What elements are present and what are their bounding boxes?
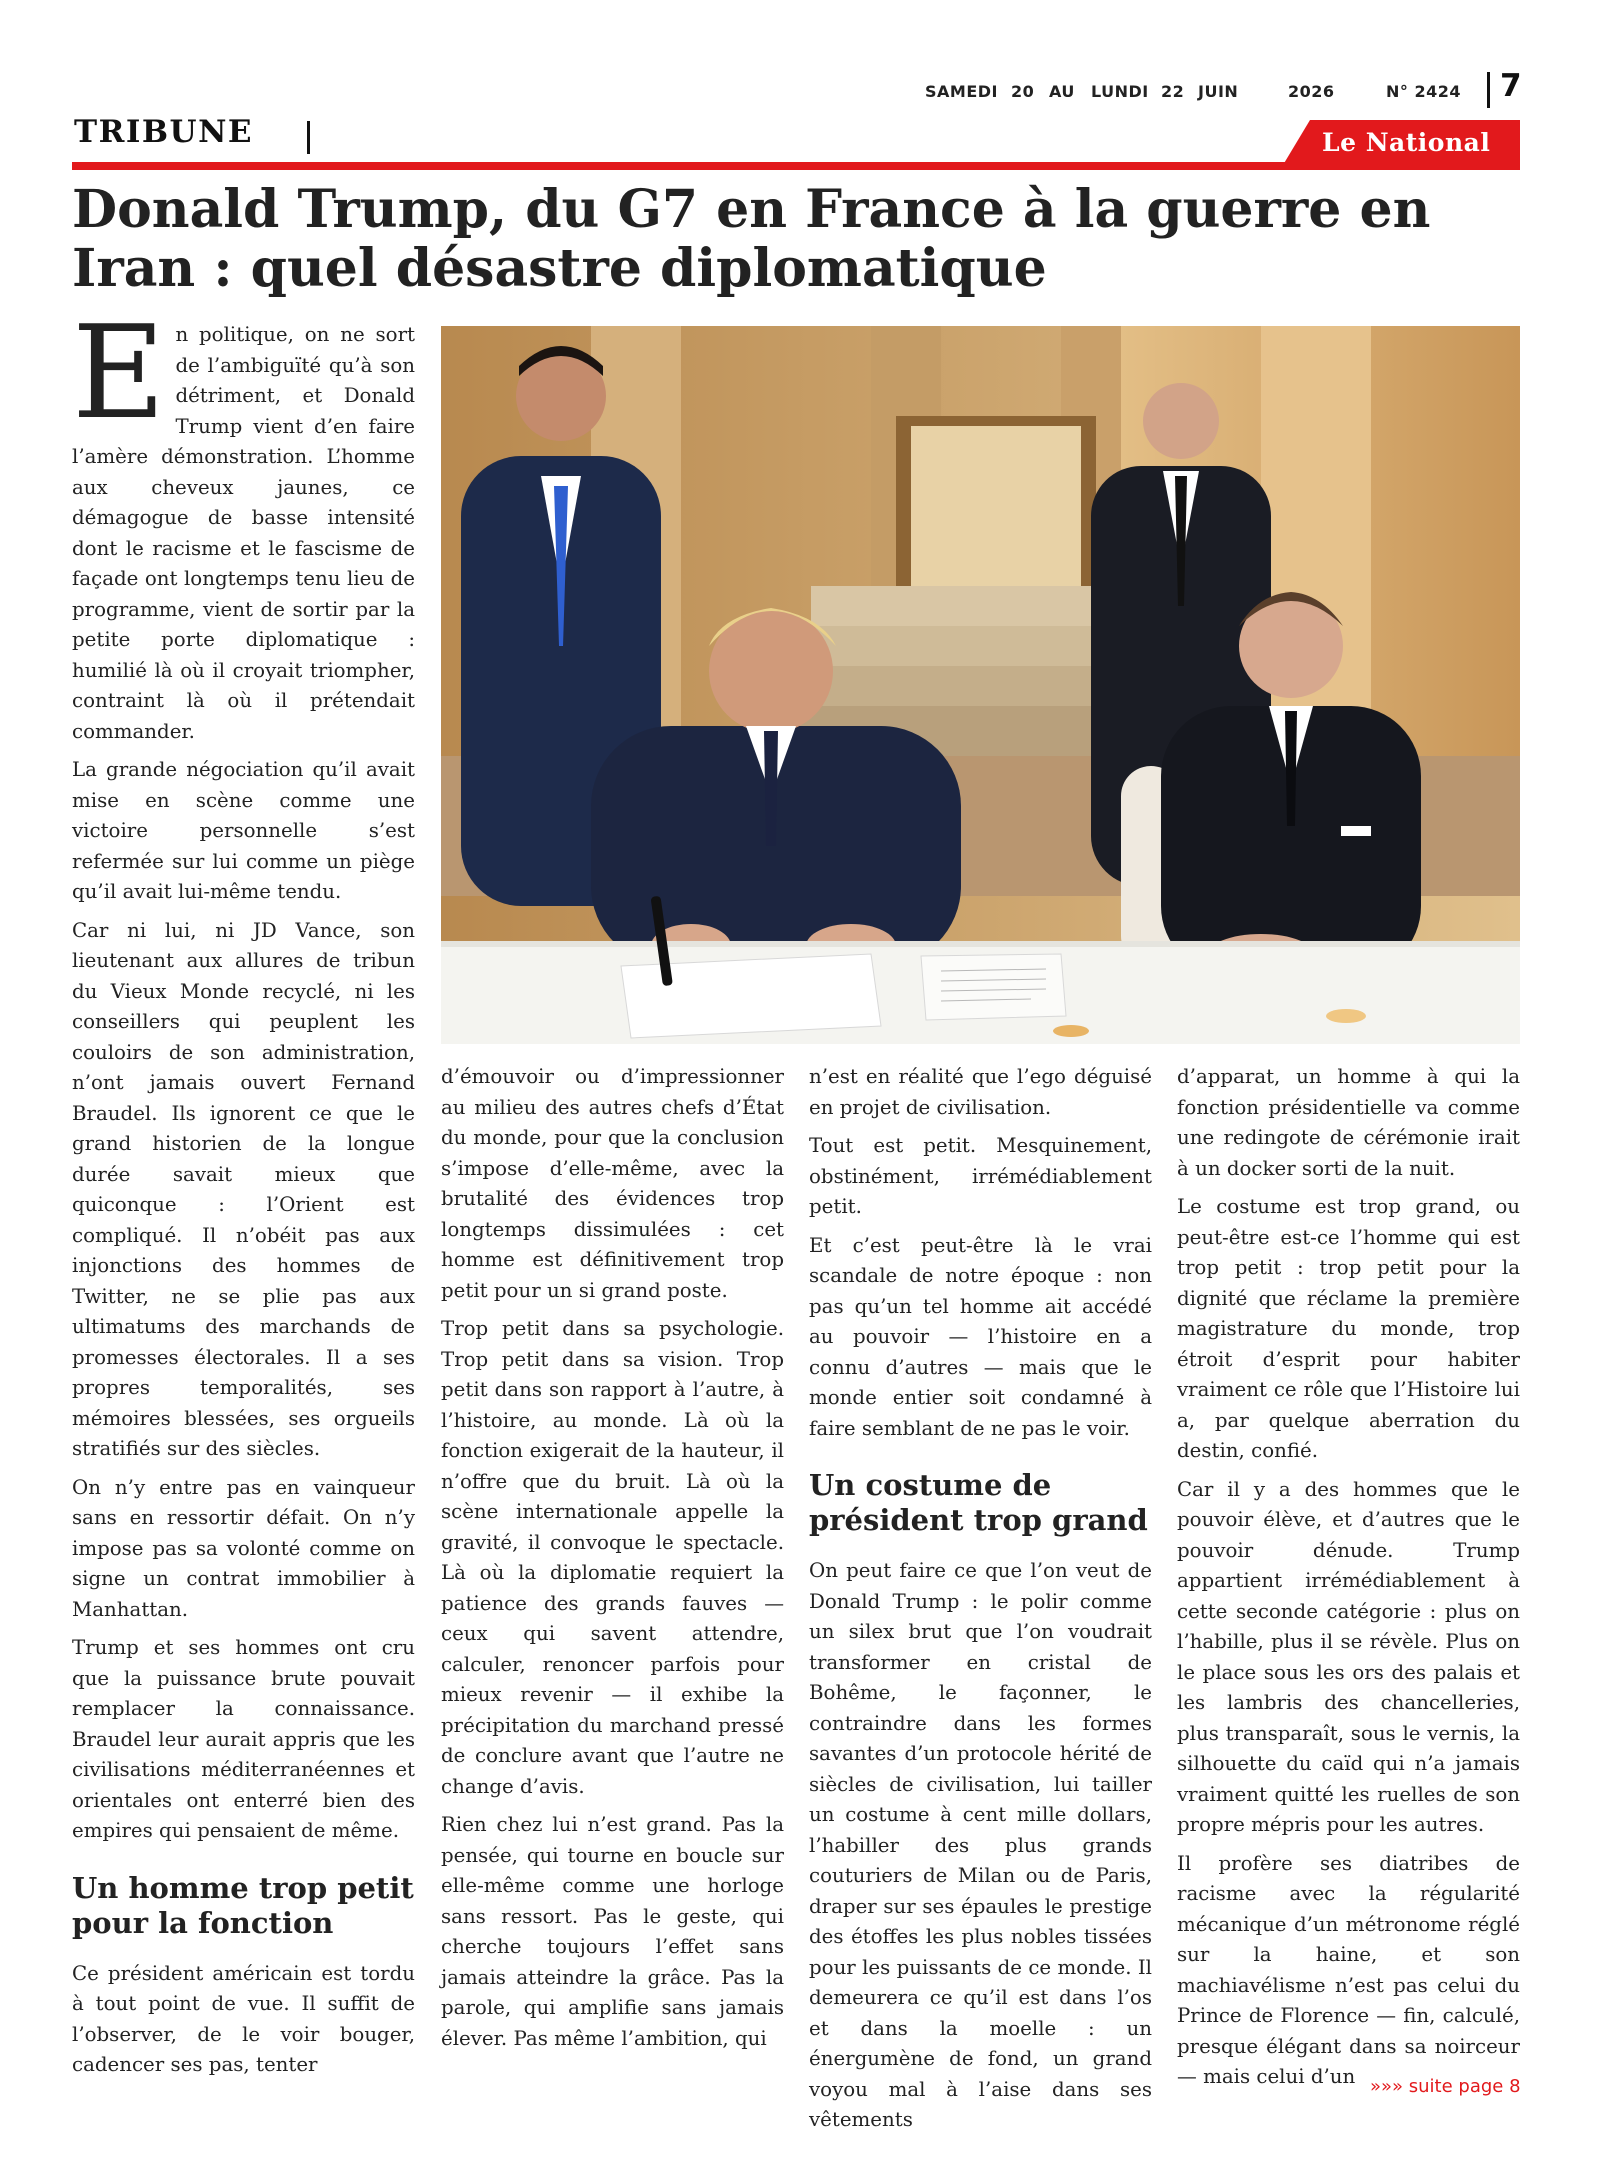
page-number: 7 [1500, 68, 1522, 104]
article-column-2 [441, 1062, 784, 2062]
date-end-day: 22 [1161, 82, 1185, 101]
paragraph: On peut faire ce que l’on veut de Donald Trump : le polir comme un silex brut que l’on voudrait transformer en cristal de Bohême, le façonner, le contraindre dans les formes savantes d’un protocole hérité de siècles de civilisation, lui tailler un costume à cent mille dollars, l’habiller des plus grands couturiers de Milan ou de Paris, draper sur ses épaules le prestige des étoffes les plus nobles tissées pour les puissants de ce monde. Il demeurera ce qu’il est dans l’os et dans la moelle : un énergumène de fond, un grand voyou mal à l’aise dans ses vêtements [809, 1559, 1152, 2131]
paragraph: Et c’est peut-être là le vrai scandale de notre époque : non pas qu’un tel homme ait accédé au pouvoir — l’histoire en a connu d’autres — mais que le monde entier soit condamné à faire semblant de ne pas le voir. [809, 1233, 1152, 1440]
article-headline: Donald Trump, du G7 en France à la guerre en Iran : quel désastre diplomatique [72, 179, 1431, 299]
date-au: AU [1049, 82, 1075, 101]
continued-on-page-link[interactable]: »»» suite page 8 [1370, 2076, 1521, 2097]
date-year: 2026 [1288, 82, 1335, 101]
subheading: Un costume de président trop grand [809, 1468, 1148, 1537]
article-column-4 [1177, 1062, 1520, 2101]
paragraph: Trump et ses hommes ont cru que la puissance brute pouvait remplacer la connaissance. Braudel leur aurait appris que les civilisations méditerranéennes et orientales ont enterré bien des empires qui pensaient de même. [72, 1636, 415, 1842]
article-photo [441, 326, 1520, 1044]
page-number-divider [1487, 72, 1490, 108]
paragraph: Rien chez lui n’est grand. Pas la pensée, qui tourne en boucle sur elle-même comme une horloge sans ressort. Pas le geste, qui cherche toujours l’effet sans jamais atteindre la grâce. Pas la parole, qui amplifie sans jamais élever. Pas même l’ambition, qui [441, 1813, 784, 2050]
article-column-3 [809, 1062, 1152, 2144]
paragraph: Il profère ses diatribes de racisme avec la régularité mécanique d’un métronome réglé sur la haine, et son machiavélisme n’est pas celui du Prince de Florence — fin, calculé, presque élégant dans sa noirceur — mais celui d’un [1177, 1851, 1520, 2088]
newspaper-name: Le National [1322, 128, 1491, 157]
issue-number: N° 2424 [1386, 82, 1461, 101]
paragraph: n politique, on ne sort de l’ambiguïté qu’à son détriment, et Donald Trump vient d’en faire l’amère démonstration. L’homme aux cheveux jaunes, ce démagogue de basse intensité dont le racisme et le fascisme de façade ont longtemps tenu lieu de programme, vient de sortir par la petite porte diplomatique : humilié là où il croyait triompher, contraint là où il prétendait commander. [72, 323, 415, 743]
paragraph: Car ni lui, ni JD Vance, son lieutenant aux allures de tribun du Vieux Monde recyclé, ni les conseillers qui peuplent les couloirs de son administration, n’ont jamais ouvert Fernand Braudel. Ils ignorent ce que le grand historien de la longue durée savait mieux que quiconque : l’Orient est compliqué. Il n’obéit pas aux injonctions des hommes de Twitter, ne se plie pas aux ultimatums des marchands de promesses électorales. Il a ses propres temporalités, ses mémoires blessées, ses orgueils stratifiés sur des siècles. [72, 918, 415, 1460]
paragraph: Le costume est trop grand, ou peut-être est-ce l’homme qui est trop petit : trop petit pour la dignité que réclame la première magistrature du monde, trop étroit d’esprit pour habiter vraiment ce rôle que l’Histoire lui a, par quelque aberration du destin, confié. [1177, 1195, 1520, 1462]
section-title: TRIBUNE [74, 114, 254, 150]
article-column-1 [72, 299, 415, 2089]
paragraph: La grande négociation qu’il avait mise en scène comme une victoire personnelle s’est refermée sur lui comme un piège qu’il avait lui-même tendu. [72, 758, 415, 903]
paragraph: Ce président américain est tordu à tout point de vue. Il suffit de l’observer, de le voir bouger, cadencer ses pas, tenter [72, 1961, 415, 2076]
paragraph: Tout est petit. Mesquinement, obstinément, irrémédiablement petit. [809, 1134, 1152, 1218]
date-day-name: SAMEDI [925, 82, 998, 101]
issue-date-line [925, 82, 1461, 106]
section-divider [307, 121, 310, 154]
paragraph: Car il y a des hommes que le pouvoir élève, et d’autres que le pouvoir dénude. Trump appartient irrémédiablement à cette seconde catégorie : plus on l’habille, plus il se révèle. Plus on le place sous les ors des palais et les lambris des chancelleries, plus transparaît, sous le vernis, la silhouette du caïd qui n’a jamais vraiment quitté les ruelles de son propre mépris pour les autres. [1177, 1477, 1520, 1836]
paragraph: d’apparat, un homme à qui la fonction présidentielle va comme une redingote de cérémonie irait à un docker sorti de la nuit. [1177, 1065, 1520, 1180]
paragraph: On n’y entre pas en vainqueur sans en ressortir défait. On n’y impose pas sa volonté comme on signe un contrat immobilier à Manhattan. [72, 1475, 415, 1621]
paragraph: n’est en réalité que l’ego déguisé en projet de civilisation. [809, 1065, 1152, 1119]
date-end-day-name: LUNDI [1091, 82, 1149, 101]
paragraph: Trop petit dans sa psychologie. Trop petit dans sa vision. Trop petit dans son rapport à l’autre, à l’histoire, au monde. Là où la fonction exigerait de la hauteur, il n’offre que du bruit. Là où la scène internationale appelle la gravité, il convoque le spectacle. Là où la diplomatie requiert la patience des grands fauves — ceux qui savent attendre, calculer, renoncer parfois pour mieux revenir — il exhibe la précipitation du marchand pressé de conclure avant que l’autre ne change d’avis. [441, 1317, 784, 1798]
drop-cap: E [72, 299, 166, 448]
paragraph: d’émouvoir ou d’impressionner au milieu des autres chefs d’État du monde, pour que la conclusion s’impose d’elle-même, avec la brutalité des évidences trop longtemps dissimulées : cet homme est définitivement trop petit pour un si grand poste. [441, 1065, 784, 1302]
subheading: Un homme trop petit pour la fonction [72, 1870, 414, 1940]
date-start-day: 20 [1011, 82, 1035, 101]
date-month: JUIN [1198, 82, 1239, 101]
